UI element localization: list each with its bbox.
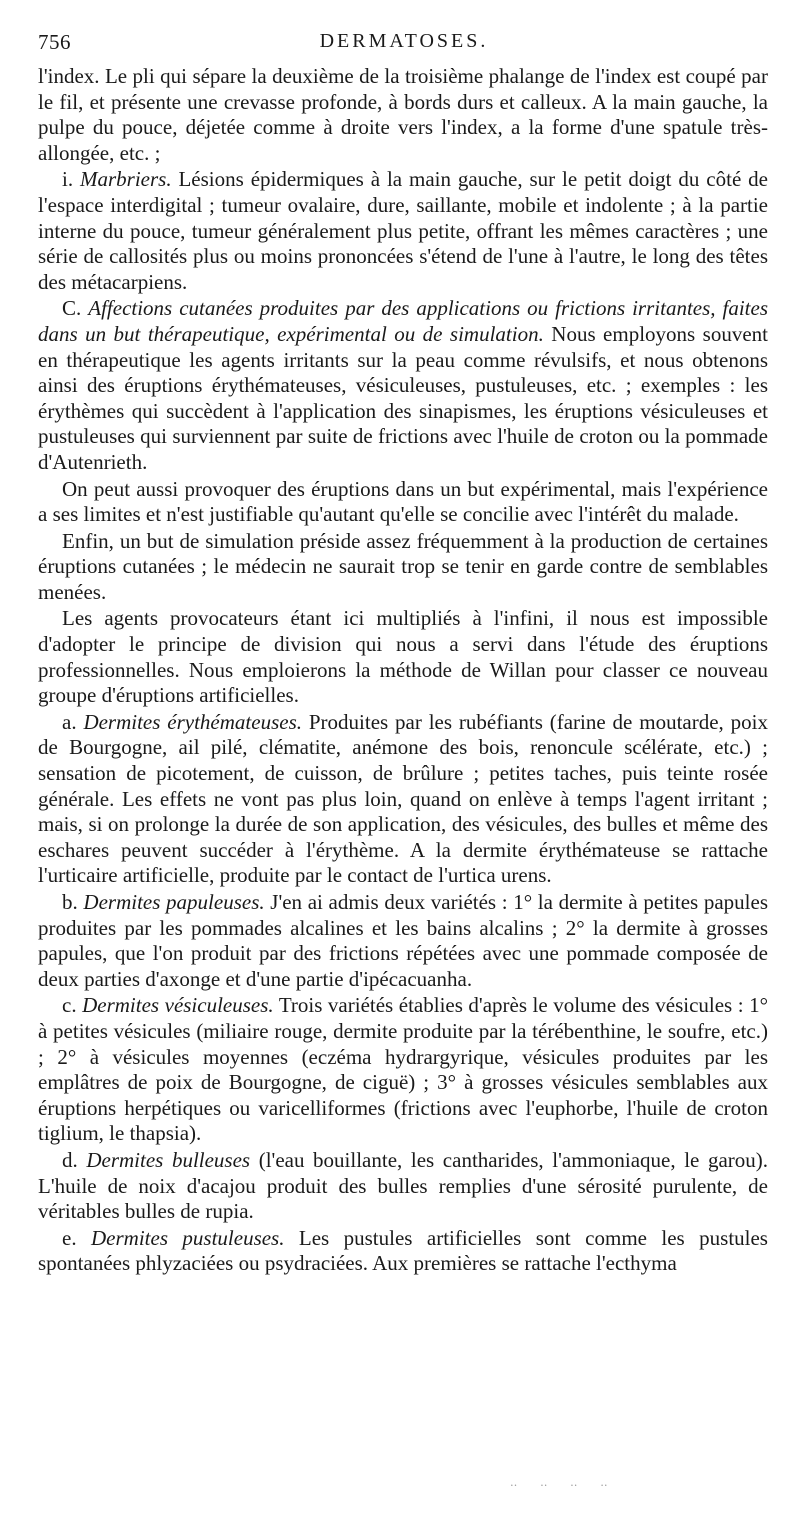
section-heading: Affections cutanées produites par des applications ou frictions irritantes, faites dans un but thérapeutique, expérimental ou de simulation. xyxy=(38,296,768,346)
paragraph-papuleuses: b. Dermites papuleuses. J'en ai admis deux variétés : 1° la dermite à petites papules produites par les pommades alcalines et les bains alcalins ; 2° la dermite à grosses papules, que l'on produit par des frictions répétées avec une pommade composée de deux parties d'axonge et d'une partie d'ipécacuanha. xyxy=(38,890,768,991)
paragraph-vesiculeuses: c. Dermites vésiculeuses. Trois variétés établies d'après le volume des vésicules : 1° à petites vésicules (miliaire rouge, dermite produite par la térébenthine, le soufre, etc.) ; 2° à vésicules moyennes (eczéma hydrargyrique, vésicules produites par les emplâtres de poix de Bourgogne, de ciguë) ; 3° à grosses vésicules semblables aux éruptions herpétiques ou varicelliformes (frictions avec l'euphorbe, l'huile de croton tiglium, le thapsia). xyxy=(38,993,769,1146)
paragraph-bulleuses: d. Dermites bulleuses (l'eau bouillante, les cantharides, l'ammoniaque, le garou). L'huile de noix d'acajou produit des bulles remplies d'une sérosité purulente, de véritables bulles de rupia. xyxy=(38,1147,769,1224)
paragraph: Les agents provocateurs étant ici multipliés à l'infini, il nous est impossible d'adopter le principe de division qui nous a servi dans l'étude des éruptions professionnelles. Nous emploierons la méthode de Willan pour classer ce nouveau groupe d'éruptions artificielles. xyxy=(38,606,768,708)
paragraph-marbriers: i. Marbriers. Lésions épidermiques à la main gauche, sur le petit doigt du côté de l'espace interdigital ; tumeur ovalaire, dure, saillante, mobile et indolente ; à la partie interne du pouce, tumeur généralement plus petite, offrant les mêmes caractères ; une série de callosités plus ou moins prononcées s'étend de l'une à l'autre, le long des têtes des métacarpiens. xyxy=(38,167,768,294)
page-header xyxy=(38,30,770,60)
item-label: Marbriers. xyxy=(79,167,172,192)
running-title: DERMATOSES. xyxy=(319,30,489,52)
item-label: Dermites bulleuses xyxy=(86,1147,251,1172)
paragraph: l'index. Le pli qui sépare la deuxième de la troisième phalange de l'index est coupé par le fil, et présente une crevasse profonde, à bords durs et calleux. A la main gauche, la pulpe du pouce, déjetée comme à droite vers l'index, a la forme d'une spatule très-allongée, etc. ; xyxy=(38,64,768,165)
paragraph: Enfin, un but de simulation préside assez fréquemment à la production de certaines éruptions cutanées ; le médecin ne saurait trop se tenir en garde contre de semblables menées. xyxy=(38,528,768,604)
item-label: Dermites pustuleuses. xyxy=(91,1225,285,1250)
paragraph-section-c: C. Affections cutanées produites par des applications ou frictions irritantes, faites dans un but thérapeutique, expérimental ou de simulation. Nous employons souvent en thérapeutique les agents irritants sur la peau comme révulsifs, et nous obtenons ainsi des éruptions érythémateuses, vésiculeuses, pustuleuses, etc. ; exemples : les érythèmes qui succèdent à l'application des sinapismes, les éruptions vésiculeuses et pustuleuses qui surviennent par suite de frictions avec l'huile de croton ou la pommade d'Autenrieth. xyxy=(38,296,768,474)
page-number: 756 xyxy=(38,30,71,54)
paragraph-erythemateuses: a. Dermites érythémateuses. Produites par les rubéfiants (farine de moutarde, poix de Bourgogne, ail pilé, clématite, anémone des bois, renoncule scélérate, etc.) ; sensation de picotement, de cuisson, de brûlure ; petites taches, puis teinte rosée générale. Les effets ne vont pas plus loin, quand on enlève à temps l'agent irritant ; mais, si on prolonge la durée de son application, des vésicules, des bulles et même des eschares peuvent succéder à l'érythème. A la dermite érythémateuse se rattache l'urticaire artificielle, produite par le contact de l'urtica urens. xyxy=(38,709,768,888)
item-label: Dermites papuleuses. xyxy=(83,890,265,914)
scan-artifact-marks: ‥ ‥ ‥ ‥ xyxy=(510,1477,618,1489)
item-label: Dermites érythémateuses. xyxy=(83,709,302,734)
paragraph: On peut aussi provoquer des éruptions dans un but expérimental, mais l'expérience a ses limites et n'est justifiable qu'autant qu'elle se concilie avec l'intérêt du malade. xyxy=(38,476,768,527)
paragraph-pustuleuses: e. Dermites pustuleuses. Les pustules artificielles sont comme les pustules spontanées phlyzaciées ou psydraciées. Aux premières se rattache l'ecthyma xyxy=(38,1225,768,1276)
body-text xyxy=(38,64,768,1277)
item-label: Dermites vésiculeuses. xyxy=(82,993,274,1018)
